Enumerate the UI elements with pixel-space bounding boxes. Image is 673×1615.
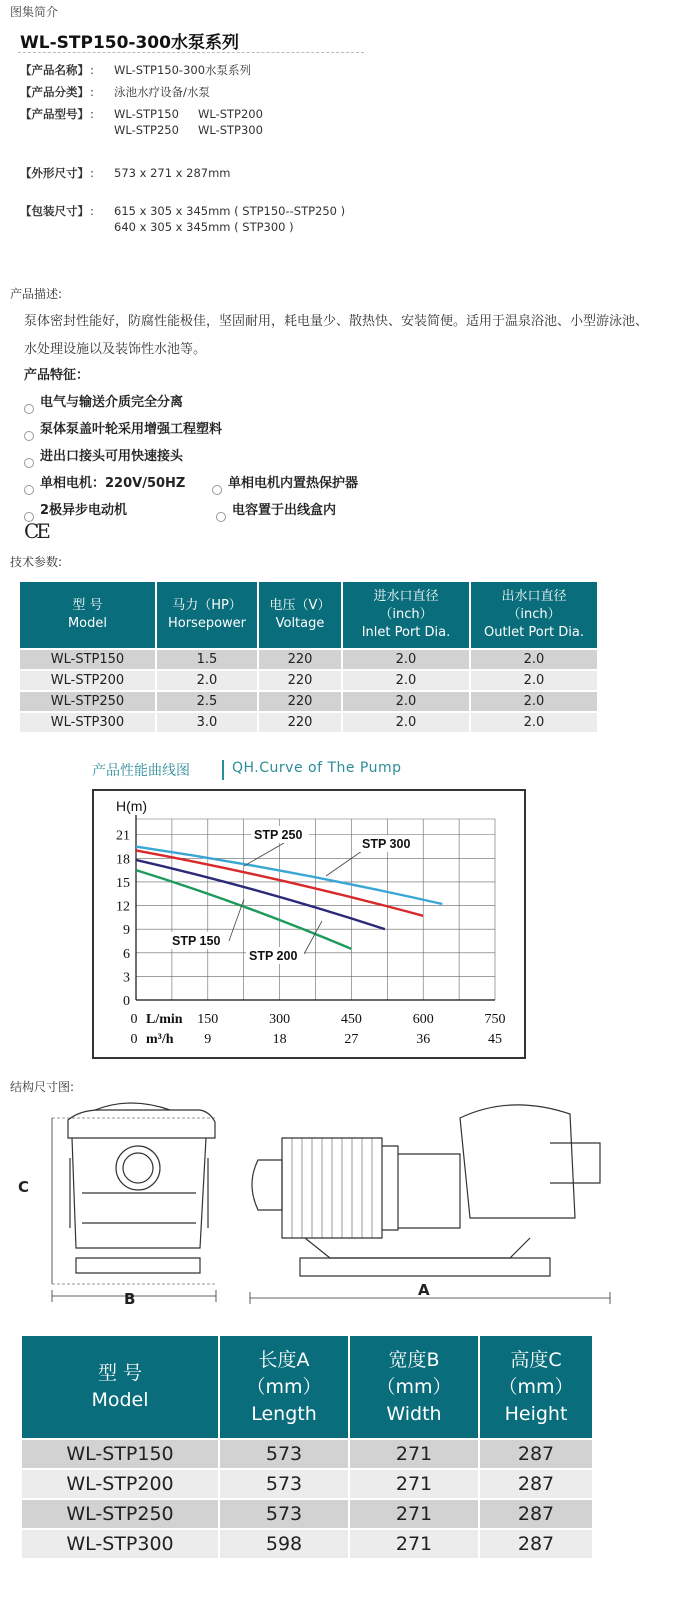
y-tick-label: 9 bbox=[123, 923, 130, 939]
table-cell: 220 bbox=[259, 713, 341, 732]
table-cell: 573 bbox=[220, 1440, 348, 1468]
table-cell: 2.0 bbox=[157, 671, 257, 690]
table-cell: 287 bbox=[480, 1500, 592, 1528]
table-cell: 2.0 bbox=[471, 692, 597, 711]
info-name-row bbox=[20, 62, 251, 78]
col-header-inlet: 进水口直径 （inch） Inlet Port Dia. bbox=[343, 582, 469, 648]
tech-heading: 技术参数: bbox=[10, 555, 63, 569]
x-tick-label-m3h: 45 bbox=[488, 1032, 502, 1047]
table-cell: WL-STP300 bbox=[22, 1530, 218, 1558]
table-cell: 220 bbox=[259, 671, 341, 690]
model-item: WL-STP250 bbox=[114, 123, 179, 137]
table-row bbox=[22, 1500, 592, 1528]
bullet-icon bbox=[24, 404, 34, 414]
model-item: WL-STP300 bbox=[198, 123, 263, 137]
table-cell: 573 bbox=[220, 1470, 348, 1498]
x-axis-label-lmin: L/min bbox=[146, 1012, 183, 1027]
col-header-width: 宽度B （mm） Width bbox=[350, 1336, 478, 1438]
y-tick-label: 0 bbox=[123, 994, 130, 1009]
table-cell: WL-STP300 bbox=[20, 713, 155, 732]
col-header-model: 型 号 Model bbox=[20, 582, 155, 648]
dimension-table bbox=[20, 1334, 594, 1560]
series-leader-line bbox=[244, 843, 284, 866]
table-cell: 271 bbox=[350, 1500, 478, 1528]
table-row bbox=[22, 1440, 592, 1468]
info-key: 【产品分类】 bbox=[20, 85, 89, 99]
feature-item: 2极异步电动机 bbox=[24, 499, 127, 522]
table-row bbox=[20, 692, 597, 711]
series-leader-line bbox=[326, 851, 362, 876]
table-cell: 271 bbox=[350, 1470, 478, 1498]
y-axis-label: H(m) bbox=[116, 798, 148, 814]
info-pack-row bbox=[20, 203, 345, 235]
side-view bbox=[250, 1105, 610, 1304]
bullet-icon bbox=[24, 458, 34, 468]
front-view bbox=[52, 1103, 216, 1302]
y-tick-label: 18 bbox=[116, 852, 130, 868]
info-colon: : bbox=[90, 63, 94, 77]
x-tick-label-lmin: 750 bbox=[484, 1012, 506, 1027]
table-cell: 287 bbox=[480, 1470, 592, 1498]
table-cell: WL-STP200 bbox=[22, 1470, 218, 1498]
col-header-model: 型 号 Model bbox=[22, 1336, 218, 1438]
table-cell: WL-STP200 bbox=[20, 671, 155, 690]
x-tick-label-lmin: 0 bbox=[130, 1012, 138, 1027]
dim-header-row bbox=[22, 1336, 592, 1438]
table-cell: 598 bbox=[220, 1530, 348, 1558]
table-cell: 2.0 bbox=[343, 692, 469, 711]
dim-label-b: B bbox=[124, 1290, 136, 1308]
info-value bbox=[114, 106, 263, 138]
table-cell: WL-STP150 bbox=[22, 1440, 218, 1468]
y-tick-label: 12 bbox=[116, 899, 130, 915]
table-cell: WL-STP250 bbox=[20, 692, 155, 711]
info-value: 573 x 271 x 287mm bbox=[114, 166, 231, 180]
series-label: STP 250 bbox=[254, 828, 303, 842]
table-cell: 220 bbox=[259, 692, 341, 711]
feature-item: 进出口接头可用快速接头 bbox=[24, 445, 183, 468]
col-header-voltage: 电压（V） Voltage bbox=[259, 582, 341, 648]
info-value: 泳池水疗设备/水泵 bbox=[114, 85, 210, 99]
table-cell: 2.0 bbox=[471, 713, 597, 732]
feature-item: 泵体泵盖叶轮采用增强工程塑料 bbox=[24, 418, 222, 441]
series-label: STP 150 bbox=[172, 934, 221, 948]
chart-heading-en: QH.Curve of The Pump bbox=[232, 760, 402, 776]
dim-label-a: A bbox=[418, 1281, 430, 1299]
table-row bbox=[20, 671, 597, 690]
table-cell: 2.0 bbox=[343, 671, 469, 690]
chart-axes bbox=[116, 798, 506, 1047]
col-header-outlet: 出水口直径 （inch） Outlet Port Dia. bbox=[471, 582, 597, 648]
info-colon: : bbox=[90, 107, 94, 121]
col-header-horsepower: 马力（HP） Horsepower bbox=[157, 582, 257, 648]
chart-grid bbox=[136, 819, 495, 1000]
info-colon: : bbox=[90, 166, 94, 180]
breadcrumb[interactable]: 图集简介 bbox=[10, 5, 59, 19]
table-cell: 1.5 bbox=[157, 650, 257, 669]
info-value bbox=[114, 203, 345, 235]
table-row bbox=[20, 713, 597, 732]
feature-item: 电容置于出线盒内 bbox=[216, 499, 336, 522]
x-tick-label-m3h: 9 bbox=[204, 1032, 212, 1047]
series-line-stp-300 bbox=[136, 847, 442, 904]
model-item: WL-STP200 bbox=[198, 107, 263, 121]
qh-curve-chart bbox=[94, 791, 524, 1057]
x-tick-label-lmin: 600 bbox=[412, 1012, 434, 1027]
table-cell: 220 bbox=[259, 650, 341, 669]
model-item: WL-STP150 bbox=[114, 107, 179, 121]
spec-table bbox=[18, 580, 599, 734]
info-key: 【产品名称】 bbox=[20, 63, 89, 77]
table-row bbox=[22, 1470, 592, 1498]
bullet-icon bbox=[24, 431, 34, 441]
spec-header-row bbox=[20, 582, 597, 648]
feature-item: 电气与输送介质完全分离 bbox=[24, 391, 183, 414]
x-tick-label-lmin: 300 bbox=[269, 1012, 291, 1027]
table-cell: 2.0 bbox=[471, 671, 597, 690]
chart-labels bbox=[169, 826, 417, 964]
chart-heading-cn: 产品性能曲线图 bbox=[92, 763, 190, 779]
pack-value-1: 615 x 305 x 345mm ( STP150--STP250 ) bbox=[114, 204, 346, 218]
desc-heading: 产品描述: bbox=[10, 287, 63, 301]
table-cell: WL-STP150 bbox=[20, 650, 155, 669]
chart-frame bbox=[92, 789, 526, 1059]
info-value: WL-STP150-300水泵系列 bbox=[114, 63, 252, 77]
y-tick-label: 21 bbox=[116, 828, 130, 844]
x-tick-label-lmin: 450 bbox=[340, 1012, 362, 1027]
table-cell: 287 bbox=[480, 1440, 592, 1468]
table-cell: 271 bbox=[350, 1440, 478, 1468]
bullet-icon bbox=[212, 485, 222, 495]
ce-mark-icon: CE bbox=[24, 519, 48, 543]
product-description: 泵体密封性能好，防腐性能极佳，坚固耐用，耗电量少、散热快、安装简便。适用于温泉浴池、小型游泳池、水处理设施以及装饰性水池等。 bbox=[24, 314, 649, 357]
dim-heading: 结构尺寸图: bbox=[10, 1080, 75, 1094]
page-title: WL-STP150-300水泵系列 bbox=[20, 33, 239, 53]
x-tick-label-m3h: 0 bbox=[130, 1032, 138, 1047]
series-label: STP 200 bbox=[249, 949, 298, 963]
bullet-icon bbox=[216, 512, 226, 522]
info-key: 【外形尺寸】 bbox=[20, 166, 89, 180]
y-tick-label: 3 bbox=[123, 970, 130, 986]
table-cell: 2.5 bbox=[157, 692, 257, 711]
info-model-row bbox=[20, 106, 263, 138]
features-heading: 产品特征： bbox=[24, 368, 90, 383]
table-cell: 2.0 bbox=[343, 713, 469, 732]
pack-value-2: 640 x 305 x 345mm ( STP300 ) bbox=[114, 220, 294, 234]
y-tick-label: 15 bbox=[116, 875, 130, 891]
table-cell: 2.0 bbox=[471, 650, 597, 669]
info-key: 【产品型号】 bbox=[20, 107, 89, 121]
x-tick-label-m3h: 36 bbox=[416, 1032, 431, 1047]
col-header-length: 长度A （mm） Length bbox=[220, 1336, 348, 1438]
table-cell: 2.0 bbox=[343, 650, 469, 669]
info-colon: : bbox=[90, 204, 94, 218]
feature-item: 单相电机内置热保护器 bbox=[212, 472, 358, 495]
info-key: 【包装尺寸】 bbox=[20, 204, 89, 218]
table-cell: 287 bbox=[480, 1530, 592, 1558]
series-leader-line bbox=[304, 921, 322, 954]
series-label: STP 300 bbox=[362, 837, 411, 851]
x-axis-label-m3h: m³/h bbox=[146, 1032, 174, 1047]
x-tick-label-lmin: 150 bbox=[197, 1012, 219, 1027]
chart-heading-divider bbox=[222, 760, 224, 780]
table-cell: 3.0 bbox=[157, 713, 257, 732]
x-tick-label-m3h: 27 bbox=[344, 1032, 359, 1047]
dimension-drawing bbox=[10, 1098, 630, 1313]
table-row bbox=[20, 650, 597, 669]
feature-item: 单相电机：220V/50HZ bbox=[24, 472, 185, 495]
x-tick-label-m3h: 18 bbox=[272, 1032, 287, 1047]
info-category-row bbox=[20, 84, 210, 100]
table-cell: WL-STP250 bbox=[22, 1500, 218, 1528]
title-divider bbox=[18, 52, 364, 53]
series-line-stp-200 bbox=[136, 860, 385, 929]
info-colon: : bbox=[90, 85, 94, 99]
info-size-row bbox=[20, 165, 231, 181]
table-cell: 573 bbox=[220, 1500, 348, 1528]
bullet-icon bbox=[24, 485, 34, 495]
col-header-height: 高度C （mm） Height bbox=[480, 1336, 592, 1438]
dim-label-c: C bbox=[18, 1178, 30, 1196]
table-row bbox=[22, 1530, 592, 1558]
table-cell: 271 bbox=[350, 1530, 478, 1558]
y-tick-label: 6 bbox=[123, 946, 130, 962]
